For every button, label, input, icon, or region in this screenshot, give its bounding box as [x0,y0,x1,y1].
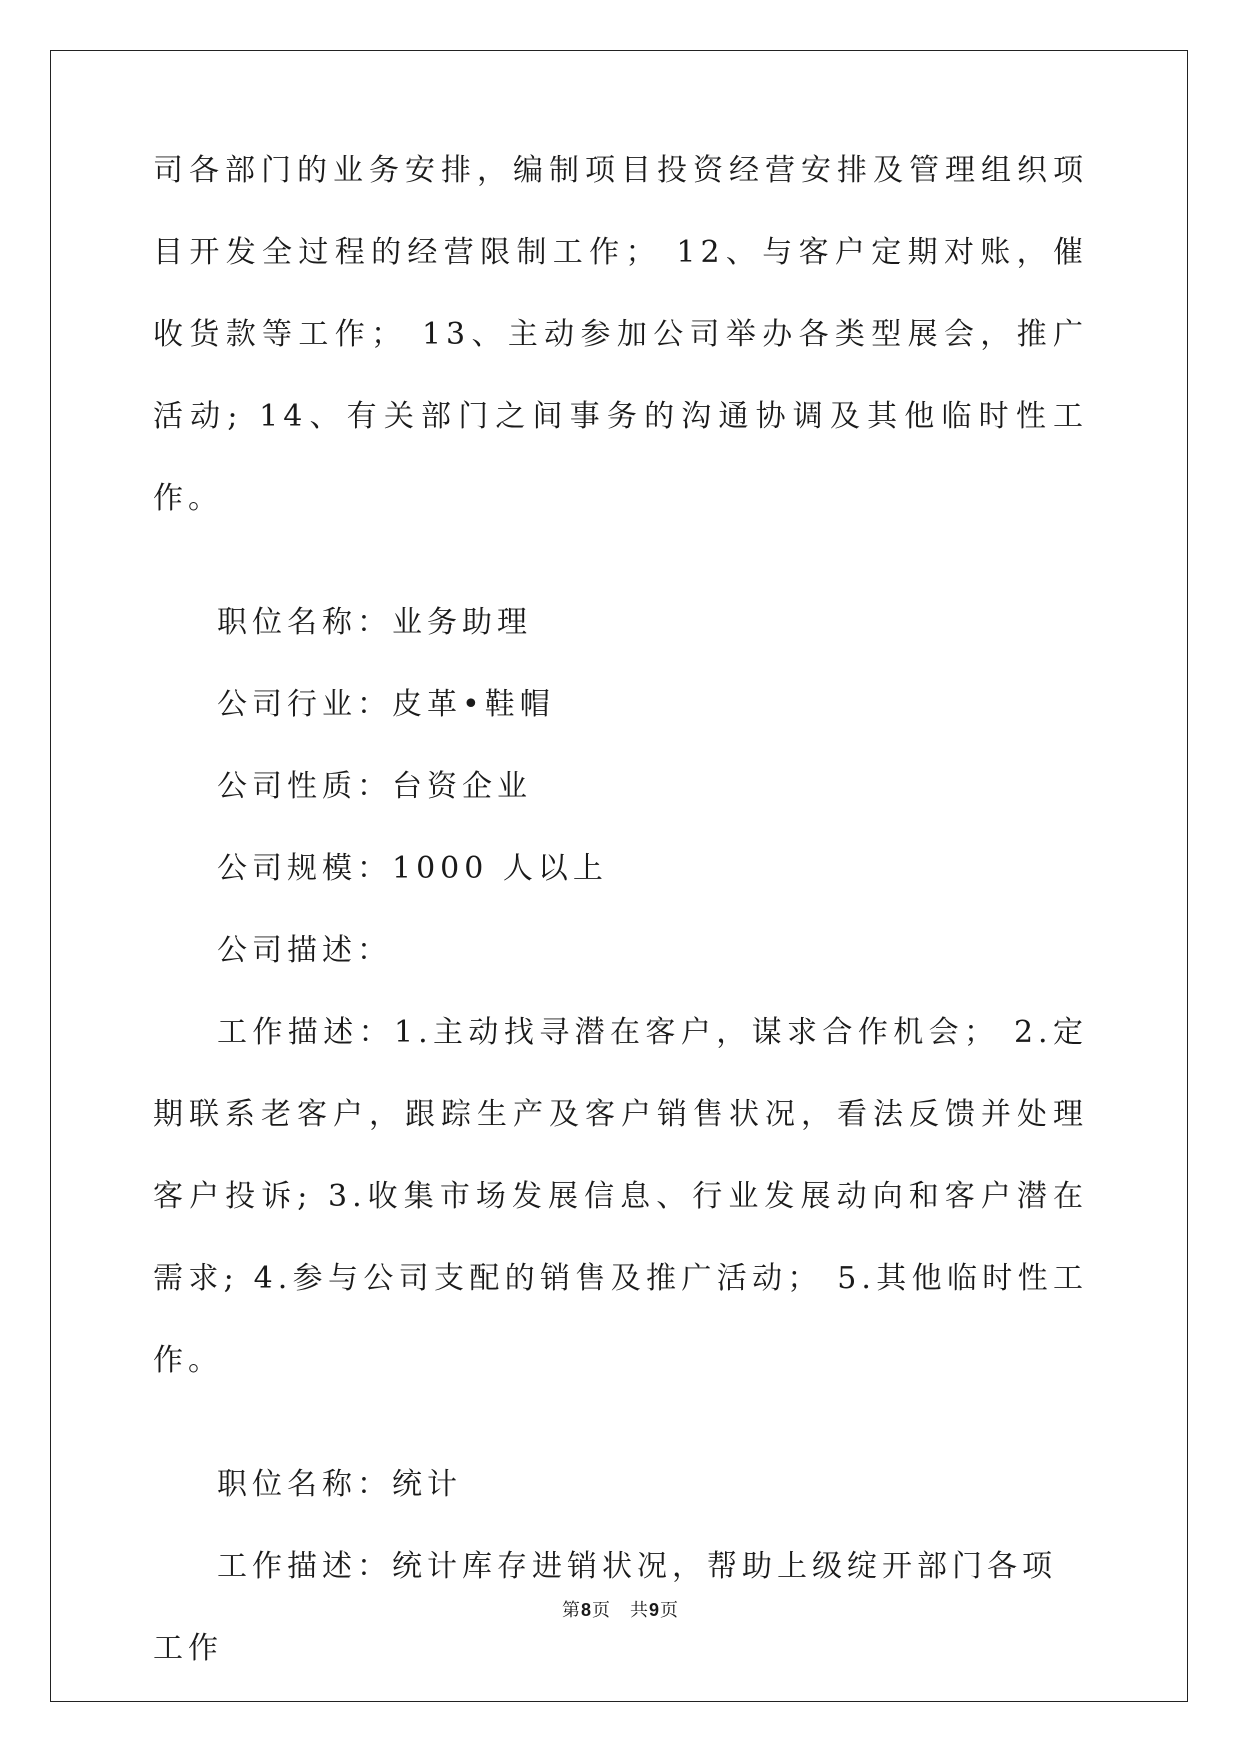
job1-scale: 公司规模：1000 人以上 [217,851,608,886]
job2-job-desc: 工作描述：统计库存进销状况，帮助上级绽开部门各项工作 [153,1549,1057,1666]
footer-suffix: 页 [660,1600,680,1621]
job1-industry: 公司行业：皮革•鞋帽 [217,687,555,722]
footer-mid: 页 共 [592,1600,649,1621]
job1-nature: 公司性质：台资企业 [217,769,532,804]
footer-page-number: 8 [580,1600,592,1620]
paragraph-gap [153,1402,1088,1444]
page-footer [0,1596,1241,1622]
document-body [153,153,1088,1690]
footer-prefix: 第 [561,1600,581,1621]
continuation-paragraph: 司各部门的业务安排，编制项目投资经营安排及管理组织项目开发全过程的经营限制工作； 12、与客户定期对账，催收货款等工作； 13、主动参加公司举办各类型展会，推广活动; 14、有关部门之间事务的沟通协调及其他临时性工作。 [153,153,1088,516]
job2-title: 职位名称：统计 [217,1467,462,1502]
job1-company-desc: 公司描述： [217,933,392,968]
footer-total-pages: 9 [649,1600,661,1620]
paragraph-gap [153,540,1088,582]
job1-job-desc: 工作描述：1.主动找寻潜在客户，谋求合作机会； 2.定期联系老客户，跟踪生产及客户销售状况，看法反馈并处理客户投诉; 3.收集市场发展信息、行业发展动向和客户潜在需求; 4.参与公司支配的销售及推广活动； 5.其他临时性工作。 [153,1015,1088,1378]
job1-title: 职位名称：业务助理 [217,605,532,640]
